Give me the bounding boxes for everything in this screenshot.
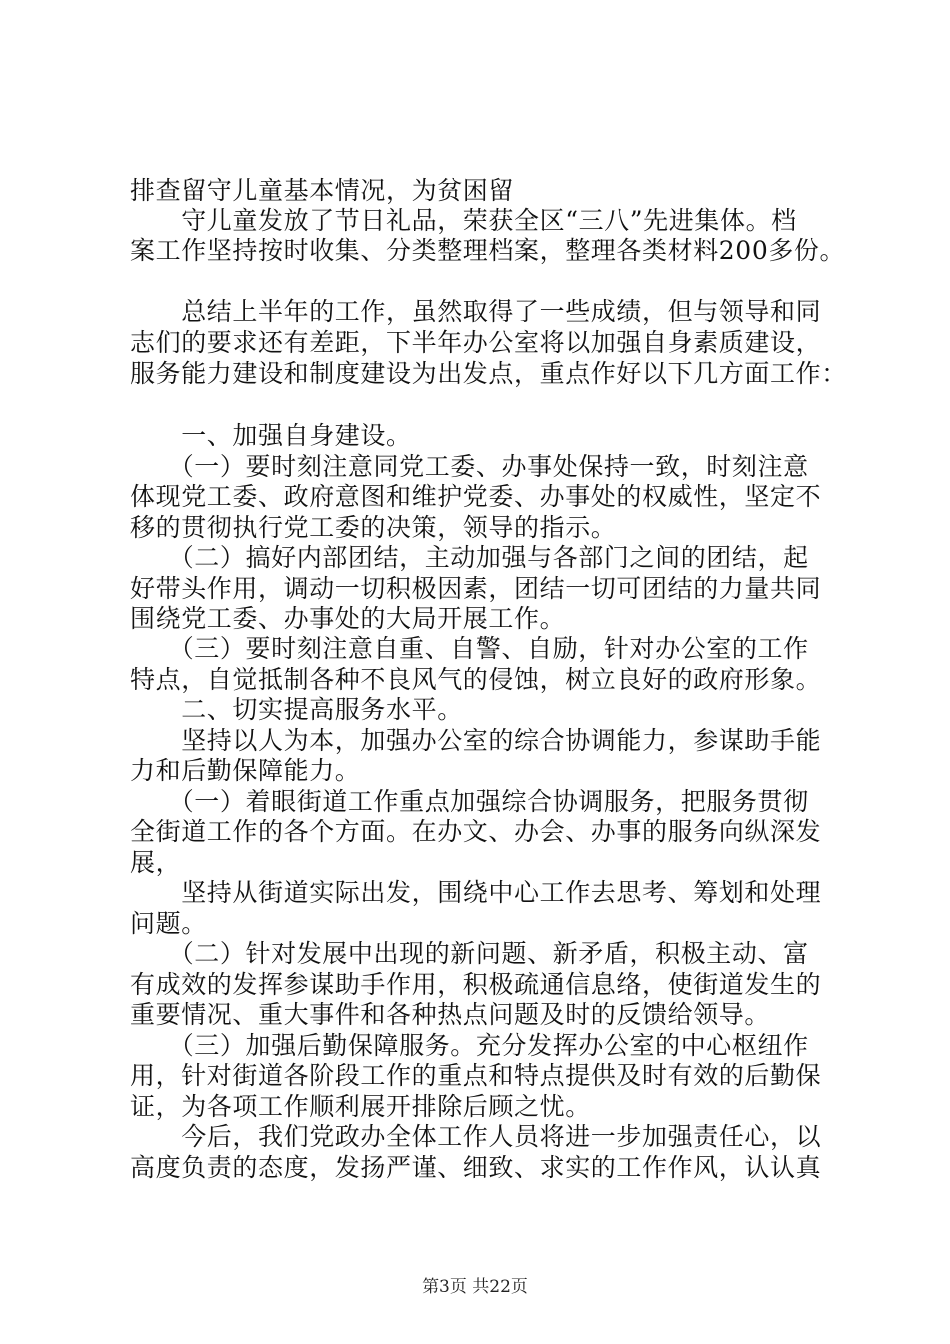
text-line: 全街道工作的各个方面。在办文、办会、办事的服务向纵深发 — [130, 817, 822, 846]
page-number-footer: 第3页 共22页 — [422, 1277, 528, 1297]
section-heading: 二、切实提高服务水平。 — [130, 695, 463, 724]
text-line: 服务能力建设和制度建设为出发点，重点作好以下几方面工作： — [130, 359, 847, 388]
text-line: 坚持从街道实际出发，围绕中心工作去思考、筹划和处理 — [130, 878, 822, 907]
text-line: 志们的要求还有差距，下半年办公室将以加强自身素质建设， — [130, 328, 822, 357]
text-line: 案工作坚持按时收集、分类整理档案，整理各类材料200多份。 — [130, 236, 846, 265]
text-line: 重要情况、重大事件和各种热点问题及时的反馈给领导。 — [130, 1000, 771, 1029]
text-line: 移的贯彻执行党工委的决策，领导的指示。 — [130, 513, 617, 542]
text-line: 证，为各项工作顺利展开排除后顾之忧。 — [130, 1092, 591, 1121]
text-line: 围绕党工委、办事处的大局开展工作。 — [130, 604, 566, 633]
text-line: 总结上半年的工作，虽然取得了一些成绩，但与领导和同 — [130, 297, 822, 326]
text-line: 好带头作用，调动一切积极因素，团结一切可团结的力量共同 — [130, 574, 822, 603]
text-line: （二）搞好内部团结，主动加强与各部门之间的团结，起 — [130, 543, 809, 572]
text-line: 坚持以人为本，加强办公室的综合协调能力，参谋助手能 — [130, 726, 822, 755]
text-line: 展， — [130, 848, 182, 877]
text-line: 特点，自觉抵制各种不良风气的侵蚀，树立良好的政府形象。 — [130, 665, 822, 694]
text-line: 体现党工委、政府意图和维护党委、办事处的权威性，坚定不 — [130, 482, 822, 511]
text-line: 力和后勤保障能力。 — [130, 756, 361, 785]
text-line: （二）针对发展中出现的新问题、新矛盾，积极主动、富 — [130, 939, 809, 968]
text-line: 用，针对街道各阶段工作的重点和特点提供及时有效的后勤保 — [130, 1061, 822, 1090]
text-line: 有成效的发挥参谋助手作用，积极疏通信息络，使街道发生的 — [130, 970, 822, 999]
text-line: （三）加强后勤保障服务。充分发挥办公室的中心枢纽作 — [130, 1031, 809, 1060]
text-line: 排查留守儿童基本情况，为贫困留 — [130, 176, 515, 205]
text-line: （一）要时刻注意同党工委、办事处保持一致，时刻注意 — [130, 452, 809, 481]
text-line: （三）要时刻注意自重、自警、自励，针对办公室的工作 — [130, 634, 809, 663]
text-line: 守儿童发放了节日礼品，荣获全区“三八”先进集体。档 — [130, 206, 797, 235]
section-heading: 一、加强自身建设。 — [130, 421, 412, 450]
text-line: （一）着眼街道工作重点加强综合协调服务，把服务贯彻 — [130, 787, 809, 816]
text-line: 问题。 — [130, 909, 207, 938]
text-line: 今后，我们党政办全体工作人员将进一步加强责任心，以 — [130, 1122, 822, 1151]
text-line: 高度负责的态度，发扬严谨、细致、求实的工作作风，认认真 — [130, 1153, 822, 1182]
